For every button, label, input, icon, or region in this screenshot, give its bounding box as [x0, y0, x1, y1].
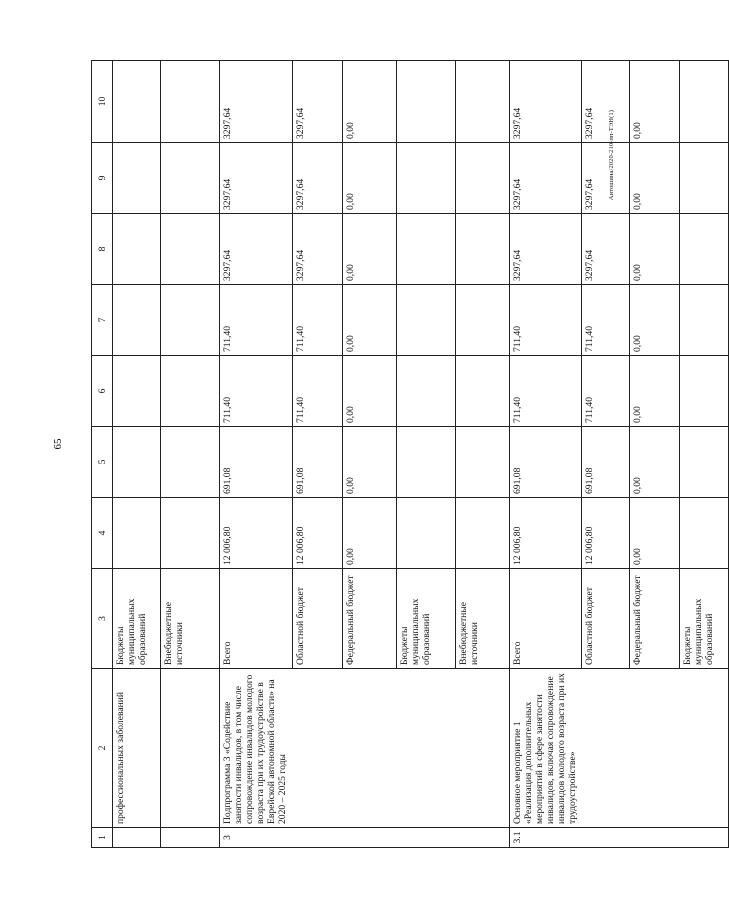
amount-cell: 0,00: [630, 61, 680, 143]
table-row: [161, 61, 220, 848]
funding-source-cell: Бюджеты муниципальных образований: [397, 569, 456, 669]
amount-cell: 691,08: [293, 427, 343, 498]
header-cell: 5: [92, 427, 113, 498]
table-row: [113, 61, 161, 848]
amount-cell: 0,00: [343, 214, 397, 285]
amount-cell: 3297,64: [510, 143, 582, 214]
amount-cell: 0,00: [630, 214, 680, 285]
program-name-cell: [161, 669, 220, 828]
amount-cell: [680, 61, 729, 143]
amount-cell: 0,00: [630, 143, 680, 214]
funding-source-cell: Бюджеты муниципальных образований: [113, 569, 161, 669]
amount-cell: [456, 427, 510, 498]
amount-cell: 691,08: [220, 427, 293, 498]
amount-cell: [456, 285, 510, 356]
amount-cell: 0,00: [343, 356, 397, 427]
row-number-cell: 3: [220, 828, 510, 848]
amount-cell: 3297,64: [220, 143, 293, 214]
amount-cell: [456, 143, 510, 214]
row-number-cell: 3.1: [510, 828, 729, 848]
page-number: 65: [52, 438, 64, 450]
amount-cell: [397, 356, 456, 427]
header-cell: 8: [92, 214, 113, 285]
header-cell: 2: [92, 669, 113, 828]
amount-cell: 3297,64: [293, 143, 343, 214]
amount-cell: [161, 356, 220, 427]
row-number-cell: [161, 828, 220, 848]
funding-source-cell: Бюджеты муниципальных образований: [680, 569, 729, 669]
amount-cell: 12 006,80: [582, 498, 630, 569]
amount-cell: [161, 143, 220, 214]
program-name-cell: Основное мероприятие 1 «Реализация дополнительных мероприятий в сфере занятости инвалидов, включая сопровождение инвалидов молодого возраста при их трудоустройстве»: [510, 669, 729, 828]
amount-cell: [113, 427, 161, 498]
amount-cell: 0,00: [343, 143, 397, 214]
amount-cell: [113, 214, 161, 285]
amount-cell: 3297,64: [293, 61, 343, 143]
header-cell: 7: [92, 285, 113, 356]
table-row: [220, 61, 293, 848]
amount-cell: 0,00: [630, 285, 680, 356]
amount-cell: [456, 356, 510, 427]
amount-cell: 12 006,80: [510, 498, 582, 569]
table-row: [510, 61, 582, 848]
header-row: [92, 61, 113, 848]
amount-cell: [397, 427, 456, 498]
amount-cell: 0,00: [343, 61, 397, 143]
amount-cell: 711,40: [510, 285, 582, 356]
amount-cell: [680, 356, 729, 427]
funding-source-cell: Всего: [510, 569, 582, 669]
header-cell: 9: [92, 143, 113, 214]
funding-source-cell: Всего: [220, 569, 293, 669]
budget-table: [91, 60, 729, 848]
amount-cell: 0,00: [343, 498, 397, 569]
amount-cell: 3297,64: [220, 214, 293, 285]
funding-source-cell: Областной бюджет: [582, 569, 630, 669]
amount-cell: 3297,64: [293, 214, 343, 285]
amount-cell: 711,40: [293, 356, 343, 427]
amount-cell: [113, 498, 161, 569]
amount-cell: [397, 143, 456, 214]
funding-source-cell: Федеральный бюджет: [343, 569, 397, 669]
amount-cell: 711,40: [293, 285, 343, 356]
header-cell: 10: [92, 61, 113, 143]
amount-cell: [456, 498, 510, 569]
amount-cell: 711,40: [220, 356, 293, 427]
document-code: Антошина/2020-210-пп-ТЭН(1): [608, 110, 615, 201]
amount-cell: [680, 498, 729, 569]
amount-cell: 3297,64: [582, 61, 630, 143]
amount-cell: [161, 498, 220, 569]
amount-cell: 0,00: [343, 427, 397, 498]
amount-cell: [680, 143, 729, 214]
header-cell: 1: [92, 828, 113, 848]
amount-cell: [397, 498, 456, 569]
amount-cell: 0,00: [630, 498, 680, 569]
amount-cell: [113, 356, 161, 427]
amount-cell: 3297,64: [582, 143, 630, 214]
program-name-cell: Подпрограмма 3 «Содействие занятости инвалидов, в том числе сопровождение инвалидов молодого возраста при их трудоустройстве в Еврейской автономной области» на 2020 – 2025 годы: [220, 669, 510, 828]
amount-cell: 0,00: [630, 356, 680, 427]
amount-cell: 711,40: [510, 356, 582, 427]
amount-cell: 3297,64: [510, 61, 582, 143]
funding-source-cell: Внебюджетные источники: [456, 569, 510, 669]
amount-cell: 711,40: [582, 285, 630, 356]
amount-cell: [161, 214, 220, 285]
header-cell: 3: [92, 569, 113, 669]
amount-cell: 711,40: [220, 285, 293, 356]
amount-cell: [113, 143, 161, 214]
amount-cell: 711,40: [582, 356, 630, 427]
funding-source-cell: Внебюджетные источники: [161, 569, 220, 669]
program-name-cell: профессиональных заболеваний: [113, 669, 161, 828]
header-cell: 6: [92, 356, 113, 427]
amount-cell: [680, 214, 729, 285]
amount-cell: 12 006,80: [220, 498, 293, 569]
amount-cell: 0,00: [343, 285, 397, 356]
amount-cell: [397, 285, 456, 356]
amount-cell: [680, 285, 729, 356]
amount-cell: 3297,64: [582, 214, 630, 285]
amount-cell: [456, 61, 510, 143]
amount-cell: 3297,64: [510, 214, 582, 285]
amount-cell: [456, 214, 510, 285]
amount-cell: 691,08: [582, 427, 630, 498]
amount-cell: [113, 61, 161, 143]
amount-cell: [161, 285, 220, 356]
row-number-cell: [113, 828, 161, 848]
amount-cell: [397, 214, 456, 285]
amount-cell: 0,00: [630, 427, 680, 498]
amount-cell: 12 006,80: [293, 498, 343, 569]
amount-cell: [397, 61, 456, 143]
amount-cell: [680, 427, 729, 498]
header-cell: 4: [92, 498, 113, 569]
amount-cell: 3297,64: [220, 61, 293, 143]
amount-cell: [161, 427, 220, 498]
amount-cell: [113, 285, 161, 356]
funding-source-cell: Областной бюджет: [293, 569, 343, 669]
amount-cell: 691,08: [510, 427, 582, 498]
amount-cell: [161, 61, 220, 143]
funding-source-cell: Федеральный бюджет: [630, 569, 680, 669]
